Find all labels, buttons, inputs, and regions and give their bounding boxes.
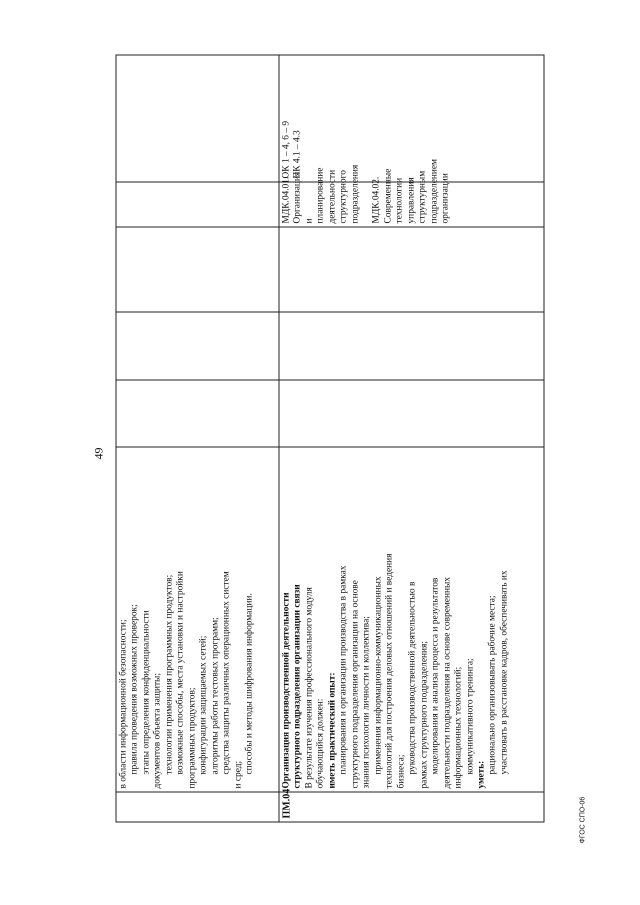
table-row-previous-module	[116, 55, 279, 822]
module-code: ПМ.04	[281, 788, 293, 819]
code-cell	[116, 792, 279, 822]
table-row-pm04	[279, 55, 544, 822]
competency-cell	[116, 55, 279, 182]
text-line: структурного подразделения организации на основе	[350, 580, 361, 789]
text-line: иметь практический опыт:	[327, 672, 338, 789]
mdk-title-line: Организация и	[292, 171, 315, 224]
text-line: рационально организовывать рабочие места;	[487, 595, 498, 775]
mdk-title-line: планирование	[315, 167, 326, 224]
text-line: коммуникативного тренинга;	[465, 658, 475, 775]
mdk-title-line: структурного	[338, 170, 349, 224]
content-cell	[279, 447, 544, 792]
text-line: рамках структурного подразделения;	[419, 641, 430, 789]
empty-cell	[279, 312, 544, 380]
text-line: планирования и организации производства в рамках	[338, 565, 349, 775]
mdk-title-line: подразделением	[429, 159, 440, 224]
empty-cell	[116, 312, 279, 380]
text-line: документов объекта защиты;	[152, 673, 163, 789]
text-line: применения информационно-коммуникационных	[373, 576, 384, 775]
text-line: этапы определения конфиденциальности	[141, 610, 152, 775]
rotated-page	[86, 42, 591, 852]
text-line: технологий для построения деловых отношений и ведения	[384, 553, 395, 789]
text-line: алгоритмы работы тестовых программ;	[210, 617, 221, 775]
mdk-title-line: структурным	[417, 170, 428, 224]
competency-code: ОК 1 – 4, 6 – 9	[281, 120, 292, 179]
text-line: моделирования и анализа процесса и результатов	[430, 577, 441, 775]
text-line: руководства производственной деятельностью в	[407, 581, 418, 775]
mdk-title-line: подразделения	[350, 164, 361, 224]
mdk-code: МДК.04.02.	[371, 176, 382, 224]
text-line: В результате изучения профессионального модуля	[304, 587, 315, 789]
text-line: информационных технологий;	[453, 666, 464, 789]
empty-cell	[279, 227, 544, 312]
text-line: уметь:	[476, 760, 487, 789]
text-line: структурного подразделения организации связи	[292, 584, 303, 789]
empty-cell	[116, 227, 279, 312]
text-line: в области информационной безопасности;	[118, 619, 129, 789]
text-line: технологии применения программных продуктов;	[164, 574, 175, 775]
curriculum-table	[116, 55, 545, 823]
empty-cell	[116, 380, 279, 447]
page-number: 49	[91, 447, 106, 460]
footer-mark: ФГОС СПО-06	[579, 796, 587, 844]
text-line: знания психологии личности и коллектива;	[361, 616, 372, 789]
mdk-title-line: технологии управления	[394, 177, 417, 224]
text-line: конфигурации защищаемых сетей;	[198, 635, 209, 775]
text-line: Организация производственной деятельности	[281, 592, 292, 789]
mdk-cell	[279, 159, 544, 227]
empty-cell	[279, 380, 544, 447]
mdk-code: МДК.04.01.	[281, 176, 292, 224]
text-line: и сред;	[233, 760, 244, 789]
text-line: возможные способы, места установки и настройки	[175, 571, 186, 775]
mdk-title-line: деятельности	[327, 169, 338, 224]
mdk-entry	[371, 159, 452, 224]
content-cell	[116, 447, 279, 792]
text-line: правила проведения возможных проверок;	[129, 604, 140, 775]
mdk-cell	[116, 182, 279, 227]
text-line: программных продуктов;	[187, 687, 198, 789]
mdk-entry	[281, 164, 362, 224]
text-line: деятельности подразделения на основе современных	[442, 577, 453, 789]
text-line: участвовать в расстановке кадров, обеспечивать их	[499, 570, 510, 775]
code-cell	[279, 788, 544, 822]
mdk-title-line: организации	[440, 173, 451, 224]
text-line: способы и методы шифрования информации.	[244, 593, 255, 775]
text-line: бизнеса;	[396, 754, 407, 789]
text-line: обучающийся должен:	[315, 698, 326, 789]
mdk-title-line: Современные	[383, 168, 394, 224]
competency-code: ПК 4.1 – 4.3	[292, 130, 303, 179]
text-line: средства защиты различных операционных систем	[221, 571, 232, 775]
competency-cell	[279, 55, 544, 182]
